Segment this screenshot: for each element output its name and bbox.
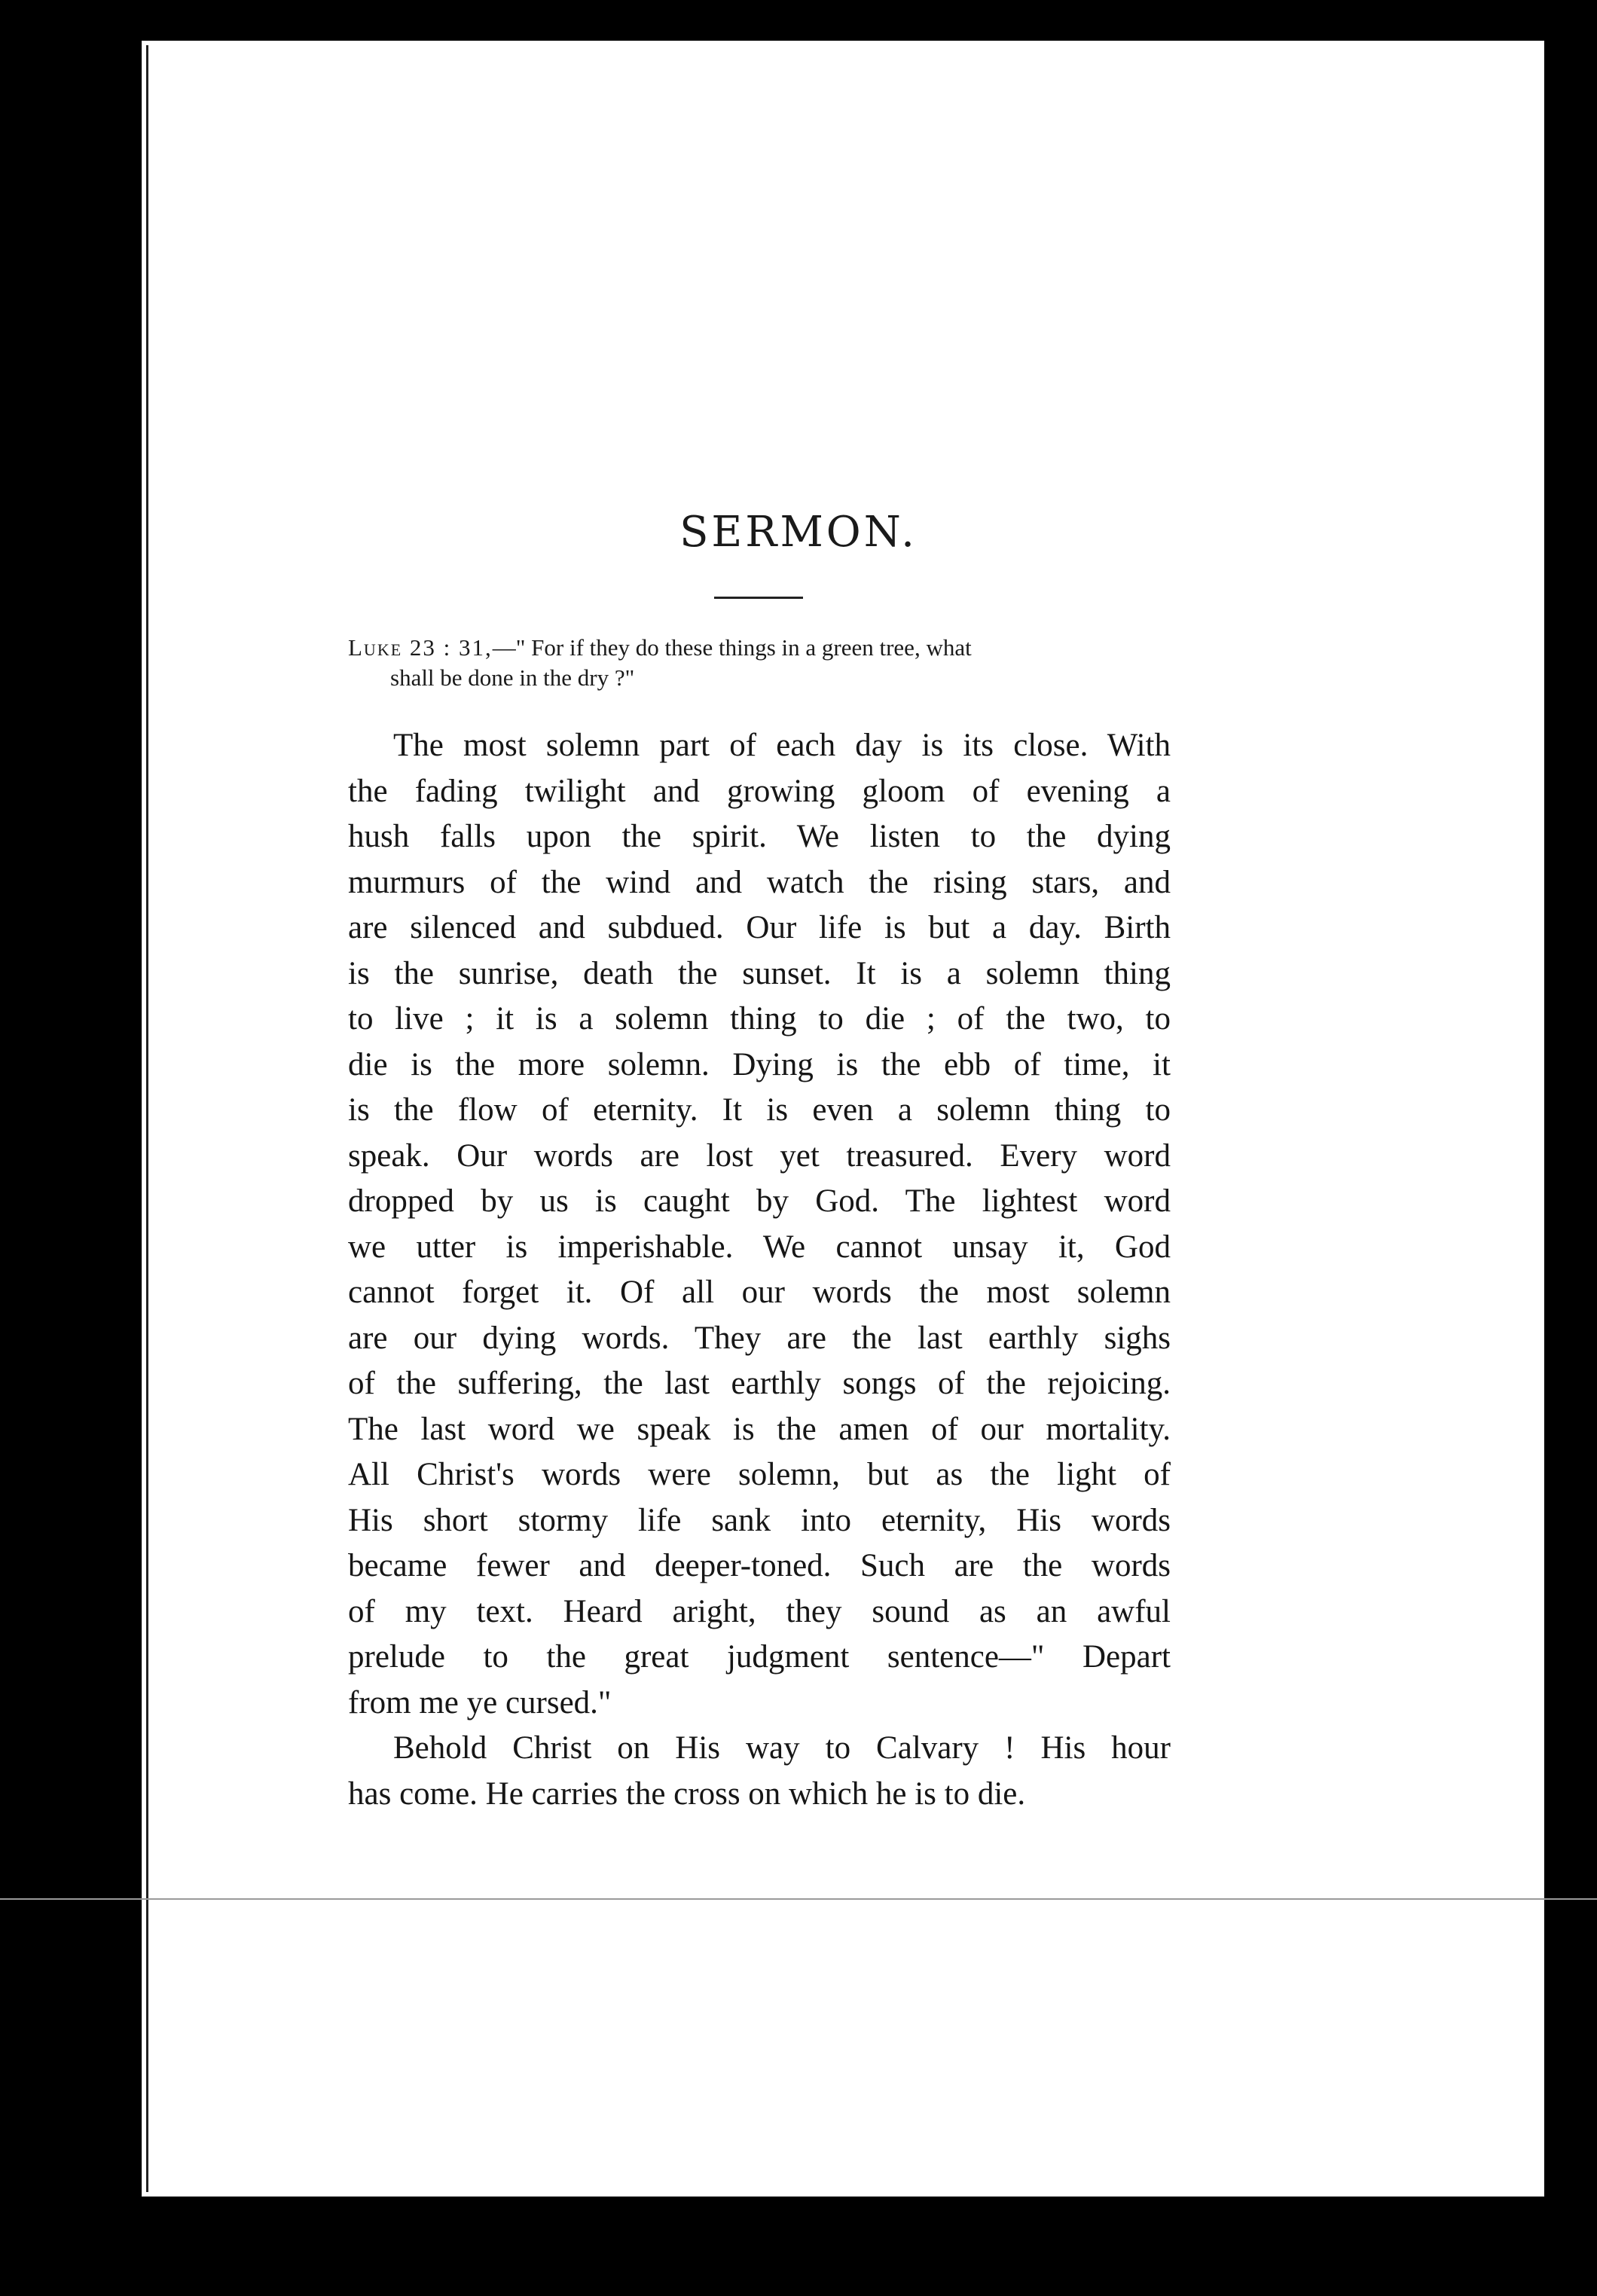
scripture-reference: Luke 23 : 31, — [348, 634, 493, 661]
scripture-quote-line-2: shall be done in the dry ?" — [390, 664, 635, 691]
paragraph-line: are silenced and subdued. Our life is but a day. Birth — [348, 910, 1171, 945]
paragraph-line: The most solemn part of each day is its close. With — [393, 728, 1171, 763]
paragraph-line: are our dying words. They are the last earthly sighs — [348, 1320, 1171, 1356]
paragraph-line: die is the more solemn. Dying is the ebb of time, it — [348, 1046, 1171, 1082]
paragraph-line: Behold Christ on His way to Calvary ! His hour — [393, 1730, 1171, 1766]
paragraph-line: became fewer and deeper-toned. Such are the words — [348, 1548, 1171, 1583]
sermon-body — [348, 723, 1171, 1817]
paragraph-line: of my text. Heard aright, they sound as an awful — [348, 1593, 1171, 1629]
scan-artifact-line — [0, 1898, 1597, 1900]
paragraph-line: dropped by us is caught by God. The lightest word — [348, 1183, 1171, 1219]
page-binding-edge — [146, 45, 148, 2192]
paragraph-line: we utter is imperishable. We cannot unsay it, God — [348, 1229, 1171, 1265]
paragraph-line: All Christ's words were solemn, but as the light of — [348, 1457, 1171, 1492]
title-rule-divider — [714, 597, 803, 599]
paragraph-line: The last word we speak is the amen of our mortality. — [348, 1411, 1171, 1447]
scripture-epigraph — [348, 633, 1169, 693]
paragraph-line: is the sunrise, death the sunset. It is a solemn thing — [348, 955, 1171, 991]
paragraph — [348, 1726, 1171, 1817]
scripture-quote-line-1: —" For if they do these things in a green tree, what — [492, 634, 972, 661]
paragraph-line: the fading twilight and growing gloom of evening a — [348, 773, 1171, 809]
paragraph-line: to live ; it is a solemn thing to die ; of the two, to — [348, 1001, 1171, 1037]
paragraph-line: is the flow of eternity. It is even a solemn thing to — [348, 1092, 1171, 1128]
paragraph-line: His short stormy life sank into eternity, His words — [348, 1502, 1171, 1538]
sermon-title: SERMON. — [679, 508, 918, 557]
paragraph-line: prelude to the great judgment sentence—" Depart — [348, 1639, 1171, 1675]
paragraph-line: of the suffering, the last earthly songs of the rejoicing. — [348, 1366, 1171, 1401]
paragraph-line: from me ye cursed." — [348, 1684, 612, 1720]
paragraph-line: has come. He carries the cross on which he is to die. — [348, 1775, 1026, 1812]
paragraph — [348, 723, 1171, 1726]
paragraph-line: speak. Our words are lost yet treasured. Every word — [348, 1137, 1171, 1174]
paragraph-line: cannot forget it. Of all our words the most solemn — [348, 1275, 1171, 1310]
paragraph-line: hush falls upon the spirit. We listen to the dying — [348, 819, 1171, 854]
paragraph-line: murmurs of the wind and watch the rising stars, and — [348, 864, 1171, 900]
